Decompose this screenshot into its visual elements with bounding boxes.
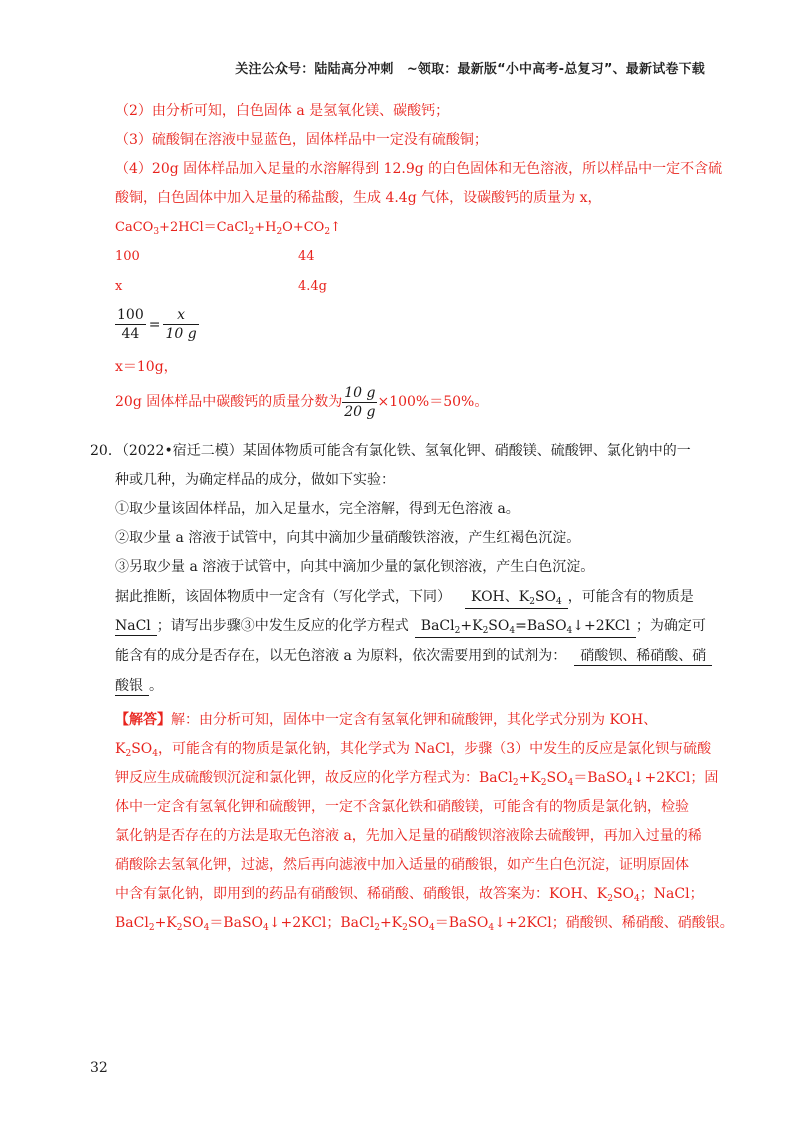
fraction-10g-20g: $\frac{10 g}{20 g}$ <box>344 384 376 420</box>
page-header: 关注公众号：陆陆高分冲刺 ~领取：最新版“小中高考-总复习”、最新试卷下载 <box>235 62 705 77</box>
answer-label: 【解答】 <box>115 712 171 728</box>
experiment-step-2: ②取少量 a 溶液于试管中，向其中滴加少量硝酸铁溶液，产生红褐色沉淀。 <box>115 530 581 546</box>
solution-part-4-line-1: （4）20g 固体样品加入足量的水溶解得到 12.9g 的白色固体和无色溶液，所以样品中一定不含硫 <box>115 161 723 177</box>
mass-ratio-right-2: 4.4g <box>298 279 327 294</box>
result-x: x＝10g， <box>115 359 178 375</box>
proportion-equation: $\frac{100}{44}$ = $\frac{x}{10 g}$ <box>117 307 197 342</box>
answer-blank-reagents-1: 硝酸钡、稀硝酸、硝 <box>574 647 712 666</box>
question-20-prompt-line-1: 据此推断，该固体物质中一定含有（写化学式，下同） KOH、$K_2SO_4$ ，可能含有的物质是 <box>115 589 694 607</box>
solution-part-2: （2）由分析可知，白色固体 a 是氢氧化镁、碳酸钙； <box>115 103 450 119</box>
answer-line-3: 钾反应生成硫酸钡沉淀和氯化钾，故反应的化学方程式为：$BaCl_2+K_2SO_4=BaSO_4↓+2KCl$；固 <box>115 770 719 788</box>
answer-line-8: $BaCl_2+K_2SO_4=BaSO_4↓+2KCl$；$BaCl_2+K_2SO_4=BaSO_4↓+2KCl$；硝酸钡、稀硝酸、硝酸银。 <box>115 915 734 933</box>
answer-line-1: 【解答】解：由分析可知，固体中一定含有氢氧化钾和硫酸钾，其化学式分别为 KOH、 <box>115 712 658 728</box>
question-20-prompt-line-3: 能含有的成分是否存在，以无色溶液 a 为原料，依次需要用到的试剂为： 硝酸钡、稀硝酸、硝 <box>115 646 712 666</box>
answer-blank-reagents-2: 酸银 <box>115 677 149 696</box>
answer-line-7: 中含有氯化钠，即用到的药品有硝酸钡、稀硝酸、硝酸银，故答案为：KOH、$K_2SO_4$；NaCl； <box>115 886 704 904</box>
mass-ratio-left-2: x <box>115 279 123 294</box>
mass-ratio-right-1: 44 <box>298 249 315 264</box>
question-20-prompt-line-2: NaCl ；请写出步骤③中发生反应的化学方程式 $BaCl_2+K_2SO_4=BaSO_4↓+2KCl$ ；为确定可 <box>115 618 706 636</box>
mass-ratio-left-1: 100 <box>115 249 140 264</box>
answer-blank-equation: $BaCl_2+K_2SO_4=BaSO_4↓+2KCl$ <box>415 617 636 638</box>
reaction-equation: $CaCO_3+2HCl=CaCl_2+H_2O+CO_2↑$ <box>115 220 341 237</box>
question-20-line-1: 20．（2022•宿迁二模）某固体物质可能含有氯化铁、氢氧化钾、硝酸镁、硫酸钾、氯化钠中的一 <box>90 443 691 459</box>
answer-line-4: 体中一定含有氢氧化钾和硫酸钾，一定不含氯化铁和硝酸镁，可能含有的物质是氯化钠，检验 <box>115 799 689 815</box>
fraction-100-44: $\frac{100}{44}$ <box>117 307 144 342</box>
experiment-step-1: ①取少量该固体样品，加入足量水，完全溶解，得到无色溶液 a。 <box>115 501 520 517</box>
fraction-x-10g: $\frac{x}{10 g}$ <box>165 307 197 342</box>
answer-line-5: 氯化钠是否存在的方法是取无色溶液 a，先加入足量的硝酸钡溶液除去硫酸钾，再加入过量的稀 <box>115 828 702 844</box>
solution-part-3: （3）硫酸铜在溶液中显蓝色，固体样品中一定没有硫酸铜； <box>115 132 488 148</box>
answer-blank-definite: KOH、$K_2SO_4$ <box>465 588 568 609</box>
answer-line-2: $K_2SO_4$，可能含有的物质是氯化钠，其化学式为 NaCl，步骤（3）中发生的反应是氯化钡与硫酸 <box>115 741 712 759</box>
question-20-line-2: 种或几种，为确定样品的成分，做如下实验： <box>115 472 395 488</box>
mass-fraction-line: 20g 固体样品中碳酸钙的质量分数为 $\frac{10 g}{20 g}$ ×100%＝50%。 <box>115 384 489 420</box>
experiment-step-3: ③另取少量 a 溶液于试管中，向其中滴加少量的氯化钡溶液，产生白色沉淀。 <box>115 559 595 575</box>
question-20-prompt-line-4: 酸银 。 <box>115 678 163 694</box>
answer-line-6: 硝酸除去氢氧化钾，过滤，然后再向滤液中加入适量的硝酸银，如产生白色沉淀，证明原固体 <box>115 857 689 873</box>
page-number: 32 <box>90 1060 108 1076</box>
solution-part-4-line-2: 酸铜，白色固体中加入足量的稀盐酸，生成 4.4g 气体，设碳酸钙的质量为 x， <box>115 190 602 206</box>
answer-blank-possible: NaCl <box>115 617 157 636</box>
